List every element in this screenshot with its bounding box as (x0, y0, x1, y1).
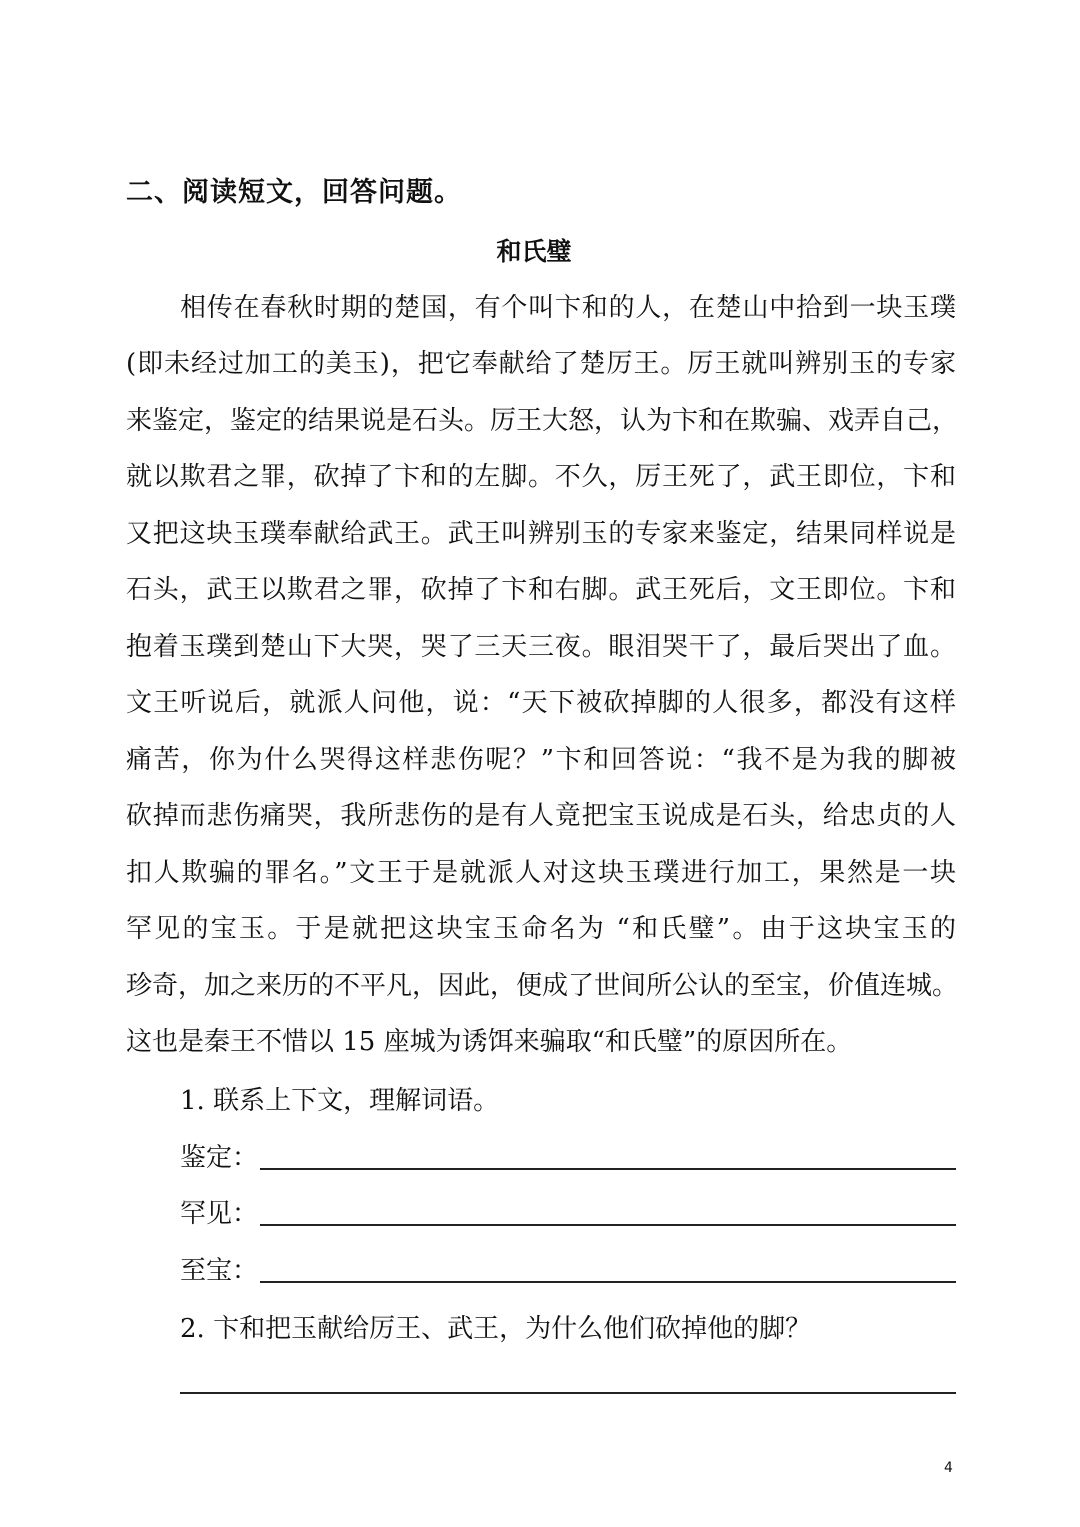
answer-line-jianding[interactable] (260, 1168, 956, 1170)
question-2-prompt: 2. 卞和把玉献给厉王、武王，为什么他们砍掉他的脚？ (180, 1314, 812, 1344)
paragraph-line: 这也是秦王不惜以 15 座城为诱饵来骗取“和氏璧”的原因所在。 (126, 1027, 853, 1057)
article-title: 和氏璧 (496, 237, 572, 266)
term-row-hanjian (180, 1194, 956, 1234)
paragraph-line: 石头，武王以欺君之罪，砍掉了卞和右脚。武王死后，文王即位。卞和 (126, 575, 956, 605)
term-row-zhibao (180, 1251, 956, 1291)
question-1-prompt: 1. 联系上下文，理解词语。 (180, 1086, 500, 1116)
paragraph-line: 罕见的宝玉。于是就把这块宝玉命名为 “和氏璧”。由于这块宝玉的 (126, 914, 956, 944)
term-row-jianding (180, 1138, 956, 1178)
paragraph-line: 又把这块玉璞奉献给武王。武王叫辨别玉的专家来鉴定，结果同样说是 (126, 519, 956, 549)
paragraph-line: 抱着玉璞到楚山下大哭，哭了三天三夜。眼泪哭干了，最后哭出了血。 (126, 632, 956, 662)
paragraph-line: 来鉴定，鉴定的结果说是石头。厉王大怒，认为卞和在欺骗、戏弄自己， (126, 406, 959, 436)
paragraph-line: 砍掉而悲伤痛哭，我所悲伤的是有人竟把宝玉说成是石头，给忠贞的人 (126, 801, 956, 831)
paragraph-line: 痛苦，你为什么哭得这样悲伤呢？”卞和回答说：“我不是为我的脚被 (126, 745, 956, 775)
term-label: 鉴定： (180, 1143, 259, 1173)
answer-line-question-2[interactable] (180, 1392, 956, 1394)
term-label: 至宝： (180, 1256, 259, 1286)
paragraph-line: 就以欺君之罪，砍掉了卞和的左脚。不久，厉王死了，武王即位，卞和 (126, 462, 956, 492)
paragraph-line: 珍奇，加之来历的不平凡，因此，便成了世间所公认的至宝，价值连城。 (126, 971, 959, 1001)
paragraph-line: (即未经过加工的美玉)，把它奉献给了楚厉王。厉王就叫辨别玉的专家 (126, 349, 956, 379)
answer-line-zhibao[interactable] (260, 1281, 956, 1283)
section-heading: 二、阅读短文，回答问题。 (126, 177, 462, 208)
page-number: 4 (944, 1460, 953, 1476)
paragraph-line: 文王听说后，就派人问他，说：“天下被砍掉脚的人很多，都没有这样 (126, 688, 956, 718)
term-label: 罕见： (180, 1199, 259, 1229)
paragraph-line: 相传在春秋时期的楚国，有个叫卞和的人，在楚山中拾到一块玉璞 (180, 293, 956, 323)
paragraph-line: 扣人欺骗的罪名。”文王于是就派人对这块玉璞进行加工，果然是一块 (126, 858, 956, 888)
answer-line-hanjian[interactable] (260, 1224, 956, 1226)
